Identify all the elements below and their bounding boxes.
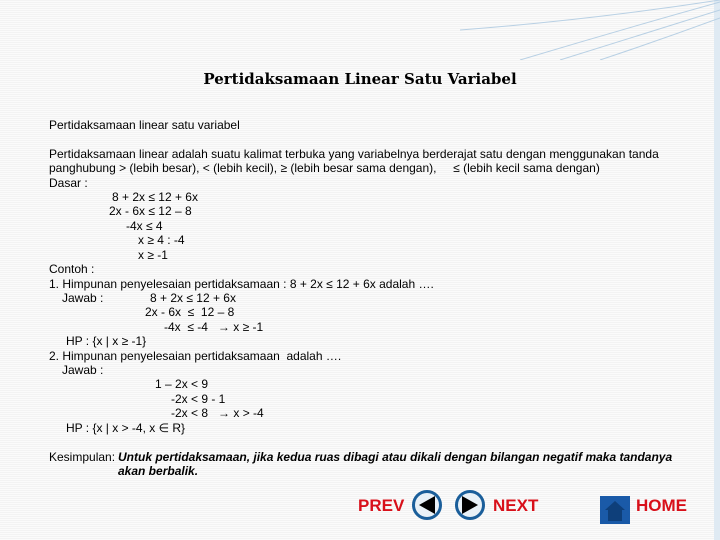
prev-button[interactable] xyxy=(412,490,442,520)
triangle-right-icon xyxy=(458,493,482,517)
dasar-step: -4x ≤ 4 xyxy=(126,219,163,233)
home-button[interactable] xyxy=(600,496,630,524)
dasar-step: x ≥ -1 xyxy=(138,248,168,262)
ex2-step: -2x < 8 → x > -4 xyxy=(171,406,264,420)
decorative-lines xyxy=(460,0,720,60)
definition-line: panghubung > (lebih besar), < (lebih kecil), ≥ (lebih besar sama dengan), ≤ (lebih kecil sama dengan) xyxy=(49,161,600,175)
ex1-step: 2x - 6x ≤ 12 – 8 xyxy=(145,305,235,319)
page-title: Pertidaksamaan Linear Satu Variabel xyxy=(203,70,517,88)
home-link[interactable]: HOME xyxy=(636,496,687,515)
triangle-left-icon xyxy=(415,493,439,517)
ex2-question: 2. Himpunan penyelesaian pertidaksamaan adalah …. xyxy=(49,349,342,363)
ex2-jawab: Jawab : xyxy=(62,363,104,377)
ex1-step: -4x ≤ -4 → x ≥ -1 xyxy=(164,320,264,334)
house-icon xyxy=(600,496,630,524)
ex1-jawab: Jawab : xyxy=(62,291,104,305)
dasar-label: Dasar : xyxy=(49,176,88,190)
dasar-step: 2x - 6x ≤ 12 – 8 xyxy=(109,204,192,218)
ex2-hp: HP : {x | x > -4, x ∈ R} xyxy=(66,421,186,435)
next-button[interactable] xyxy=(455,490,485,520)
ex2-step: -2x < 9 - 1 xyxy=(171,392,226,406)
dasar-step: x ≥ 4 : -4 xyxy=(138,233,185,247)
ex1-question: 1. Himpunan penyelesaian pertidaksamaan : 8 + 2x ≤ 12 + 6x adalah …. xyxy=(49,277,434,291)
subtitle: Pertidaksamaan linear satu variabel xyxy=(49,118,240,132)
prev-link[interactable]: PREV xyxy=(358,496,405,515)
conclusion-text: akan berbalik. xyxy=(118,464,199,478)
definition-line: Pertidaksamaan linear adalah suatu kalimat terbuka yang variabelnya berderajat satu dengan menggunakan tanda xyxy=(49,147,659,161)
contoh-label: Contoh : xyxy=(49,262,95,276)
ex1-hp: HP : {x | x ≥ -1} xyxy=(66,334,147,348)
ex1-step: 8 + 2x ≤ 12 + 6x xyxy=(150,291,236,305)
conclusion-text: Untuk pertidaksamaan, jika kedua ruas dibagi atau dikali dengan bilangan negatif maka tandanya xyxy=(118,450,673,464)
next-link[interactable]: NEXT xyxy=(493,496,539,515)
dasar-step: 8 + 2x ≤ 12 + 6x xyxy=(112,190,198,204)
ex2-step: 1 – 2x < 9 xyxy=(155,377,209,391)
conclusion-label: Kesimpulan: xyxy=(49,450,116,464)
